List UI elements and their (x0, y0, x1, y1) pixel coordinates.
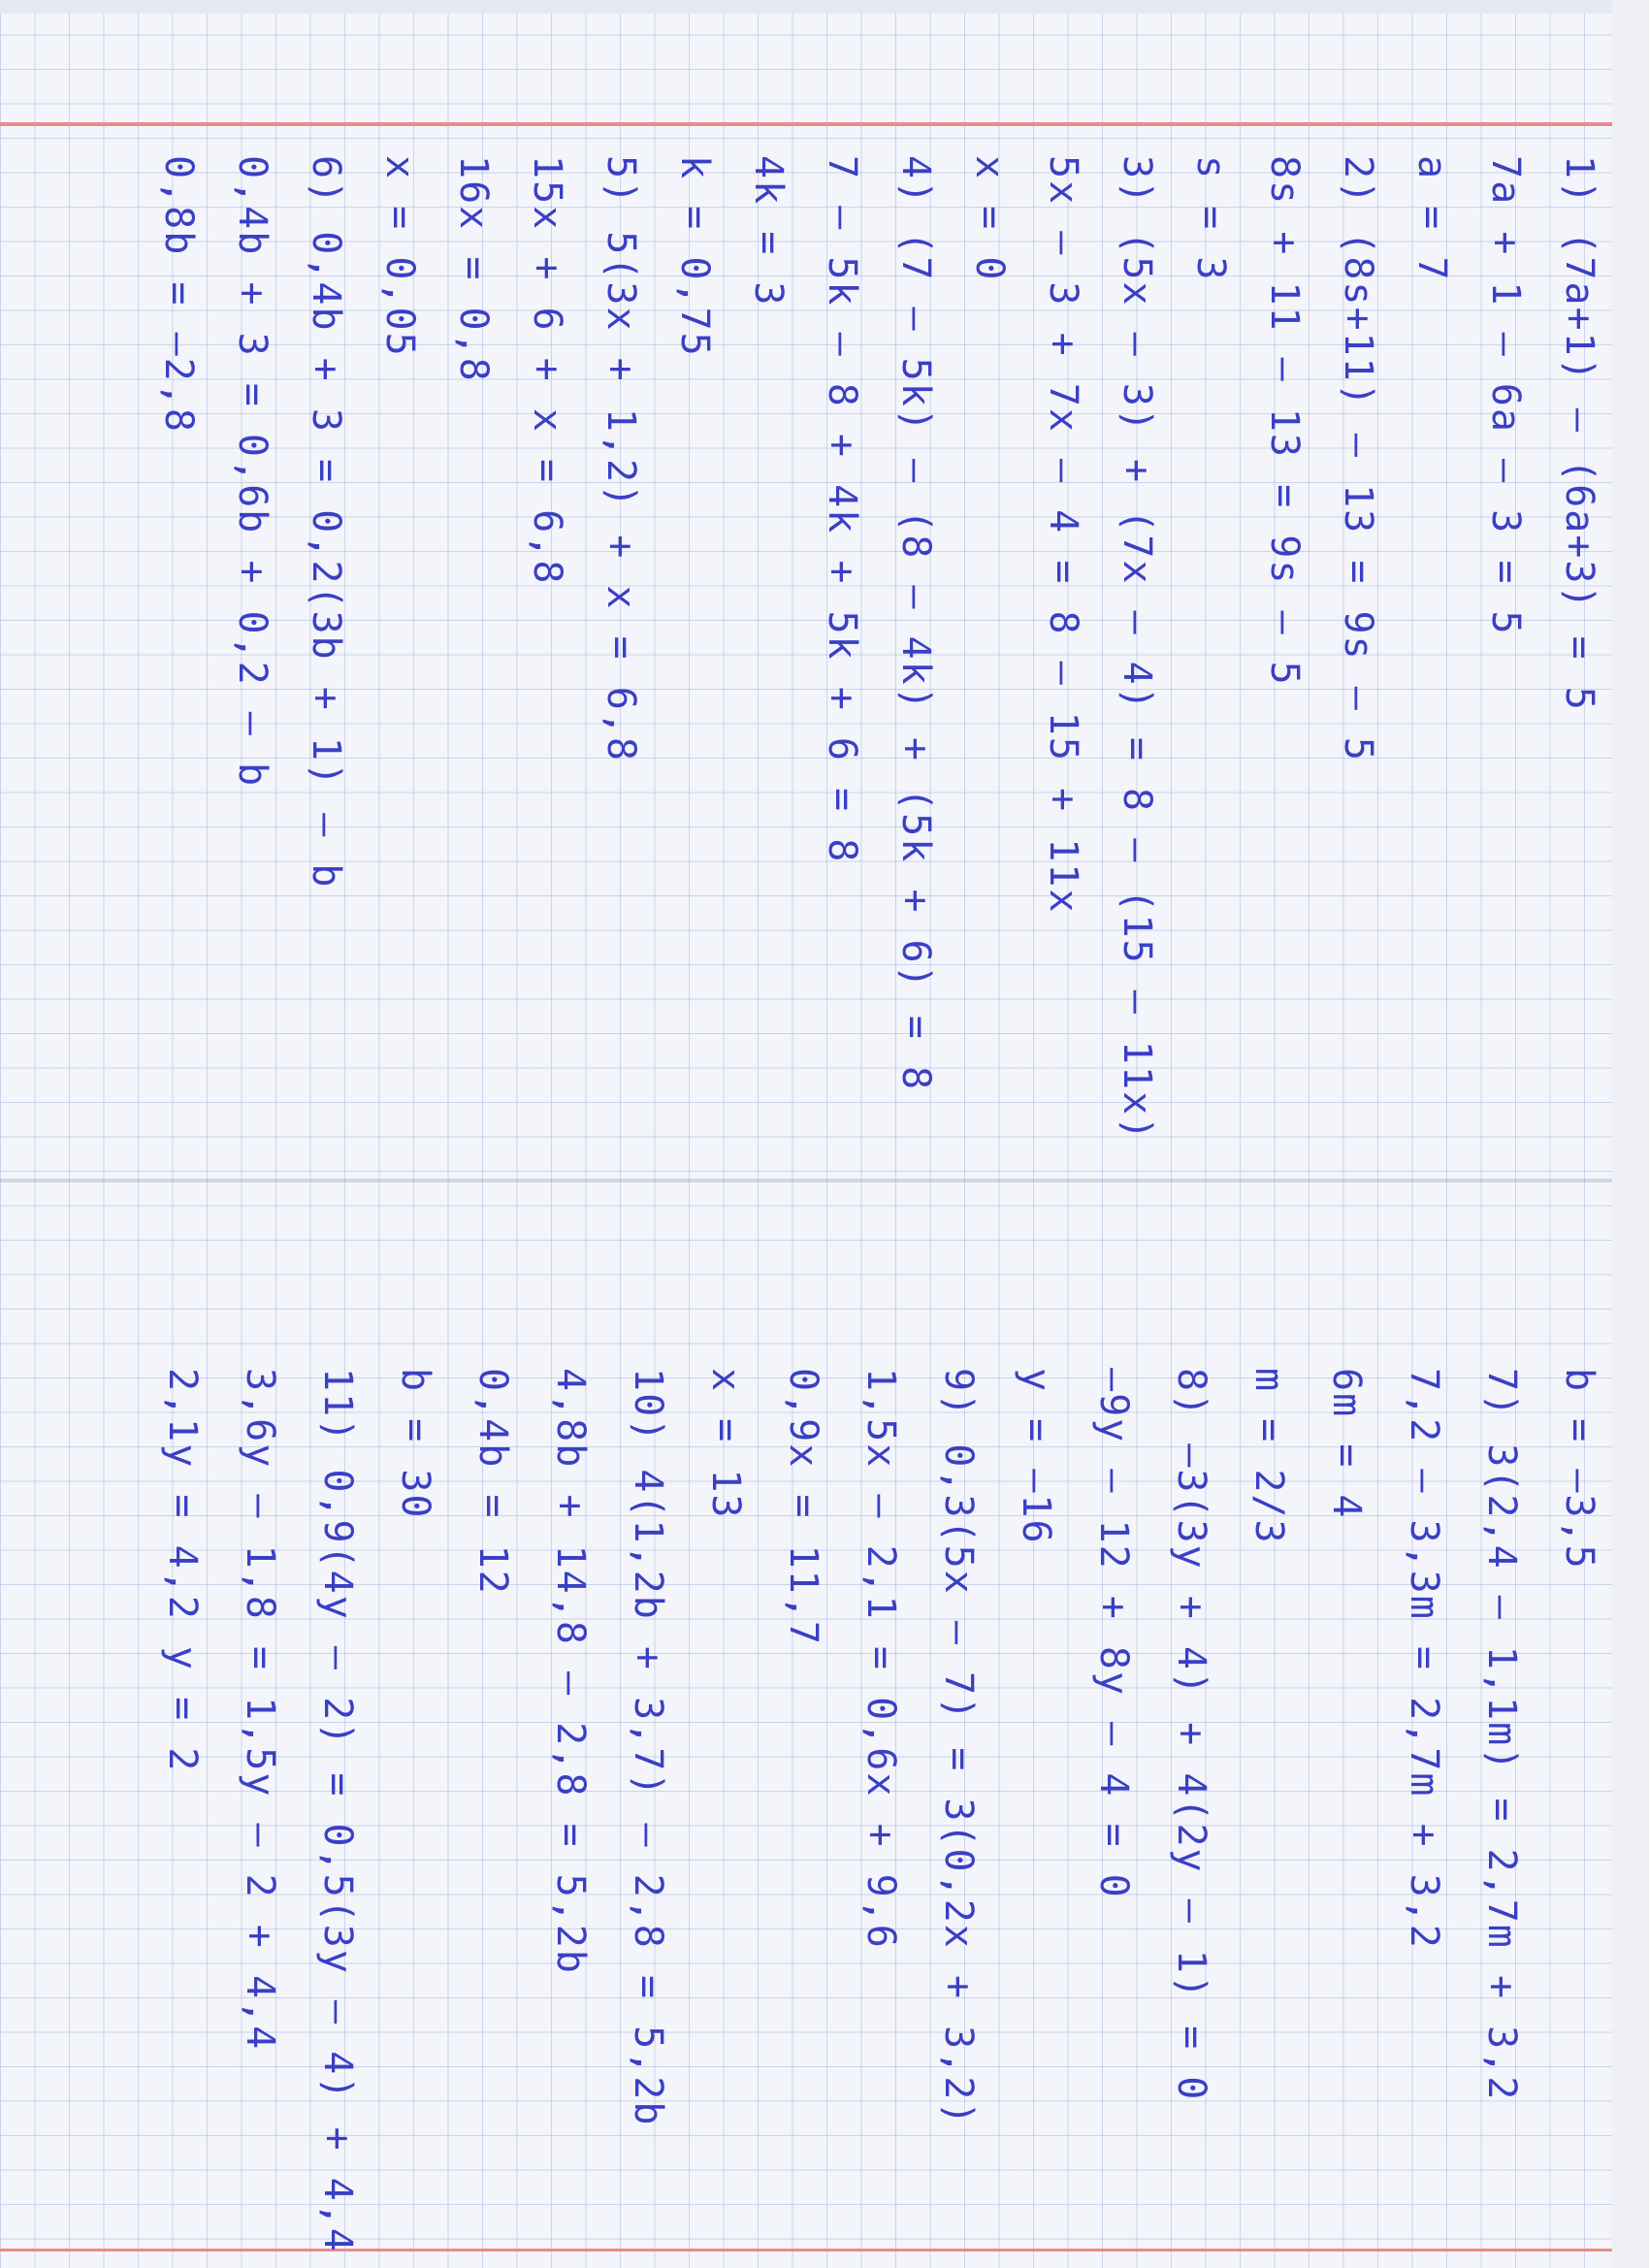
left-column-line-20: 0,8b = –2,8 (156, 155, 201, 434)
right-column-line-12: x = 13 (703, 1368, 748, 1520)
left-column-line-18: 6) 0,4b + 3 = 0,2(3b + 1) – b (304, 155, 348, 890)
right-column-line-11: 0,9x = 11,7 (781, 1368, 825, 1646)
right-column-line-10: 1,5x – 2,1 = 0,6x + 9,6 (858, 1368, 903, 1950)
right-column-line-15: 0,4b = 12 (470, 1368, 515, 1596)
left-column-line-16: 16x = 0,8 (451, 155, 496, 383)
page-top-edge (0, 0, 1649, 14)
left-column-line-17: x = 0,05 (377, 155, 422, 358)
right-column-line-9: 9) 0,3(5x – 7) = 3(0,2x + 3,2) (936, 1368, 981, 2127)
left-column-line-19: 0,4b + 3 = 0,6b + 0,2 – b (230, 155, 275, 789)
left-column-line-10: 4) (7 – 5k) – (8 – 4k) + (5k + 6) = 8 (893, 155, 938, 1092)
right-column-line-16: b = 30 (393, 1368, 437, 1520)
right-column-line-7: –9y – 12 + 8y – 4 = 0 (1091, 1368, 1136, 1899)
left-column-line-9: x = 0 (967, 155, 1012, 282)
left-column-line-8: 5x – 3 + 7x – 4 = 8 – 15 + 11x (1041, 155, 1085, 915)
left-column-line-12: 4k = 3 (746, 155, 791, 308)
left-column-line-4: 2) (8s+11) – 13 = 9s – 5 (1336, 155, 1380, 762)
left-column-line-14: 5) 5(3x + 1,2) + x = 6,8 (598, 155, 643, 762)
handwritten-sheet (48, 116, 1601, 2253)
margin-line-bottom (0, 2249, 1649, 2252)
right-column-line-14: 4,8b + 14,8 – 2,8 = 5,2b (548, 1368, 593, 1975)
right-column-line-8: y = –16 (1014, 1368, 1058, 1545)
left-column-line-6: s = 3 (1188, 155, 1233, 282)
left-column-line-1: 1) (7a+1) – (6a+3) = 5 (1557, 155, 1601, 712)
right-column-line-3: 7,2 – 3,3m = 2,7m + 3,2 (1402, 1368, 1446, 1950)
right-column-line-19: 2,1y = 4,2 y = 2 (160, 1368, 205, 1773)
left-column-line-15: 15x + 6 + x = 6,8 (525, 155, 569, 586)
right-column-line-4: 6m = 4 (1324, 1368, 1369, 1520)
page-right-edge (1612, 0, 1649, 2268)
right-column-line-6: 8) –3(3y + 4) + 4(2y – 1) = 0 (1169, 1368, 1213, 2102)
left-column-line-3: a = 7 (1409, 155, 1454, 282)
right-column-line-13: 10) 4(1,2b + 3,7) – 2,8 = 5,2b (626, 1368, 670, 2127)
right-column-line-2: 7) 3(2,4 – 1,1m) = 2,7m + 3,2 (1479, 1368, 1524, 2102)
left-column-line-13: k = 0,75 (672, 155, 717, 358)
right-column-line-1: b = –3,5 (1557, 1368, 1601, 1571)
right-column-line-5: m = 2/3 (1246, 1368, 1291, 1545)
right-column-line-18: 3,6y – 1,8 = 1,5y – 2 + 4,4 (238, 1368, 282, 2052)
left-column-line-11: 7 – 5k – 8 + 4k + 5k + 6 = 8 (820, 155, 864, 864)
left-column-line-2: 7a + 1 – 6a – 3 = 5 (1483, 155, 1528, 636)
left-column-line-7: 3) (5x – 3) + (7x – 4) = 8 – (15 – 11x) (1115, 155, 1159, 1143)
left-column-line-5: 8s + 11 – 13 = 9s – 5 (1262, 155, 1307, 687)
right-column-line-17: 11) 0,9(4y – 2) = 0,5(3y – 4) + 4,4 (315, 1368, 360, 2253)
